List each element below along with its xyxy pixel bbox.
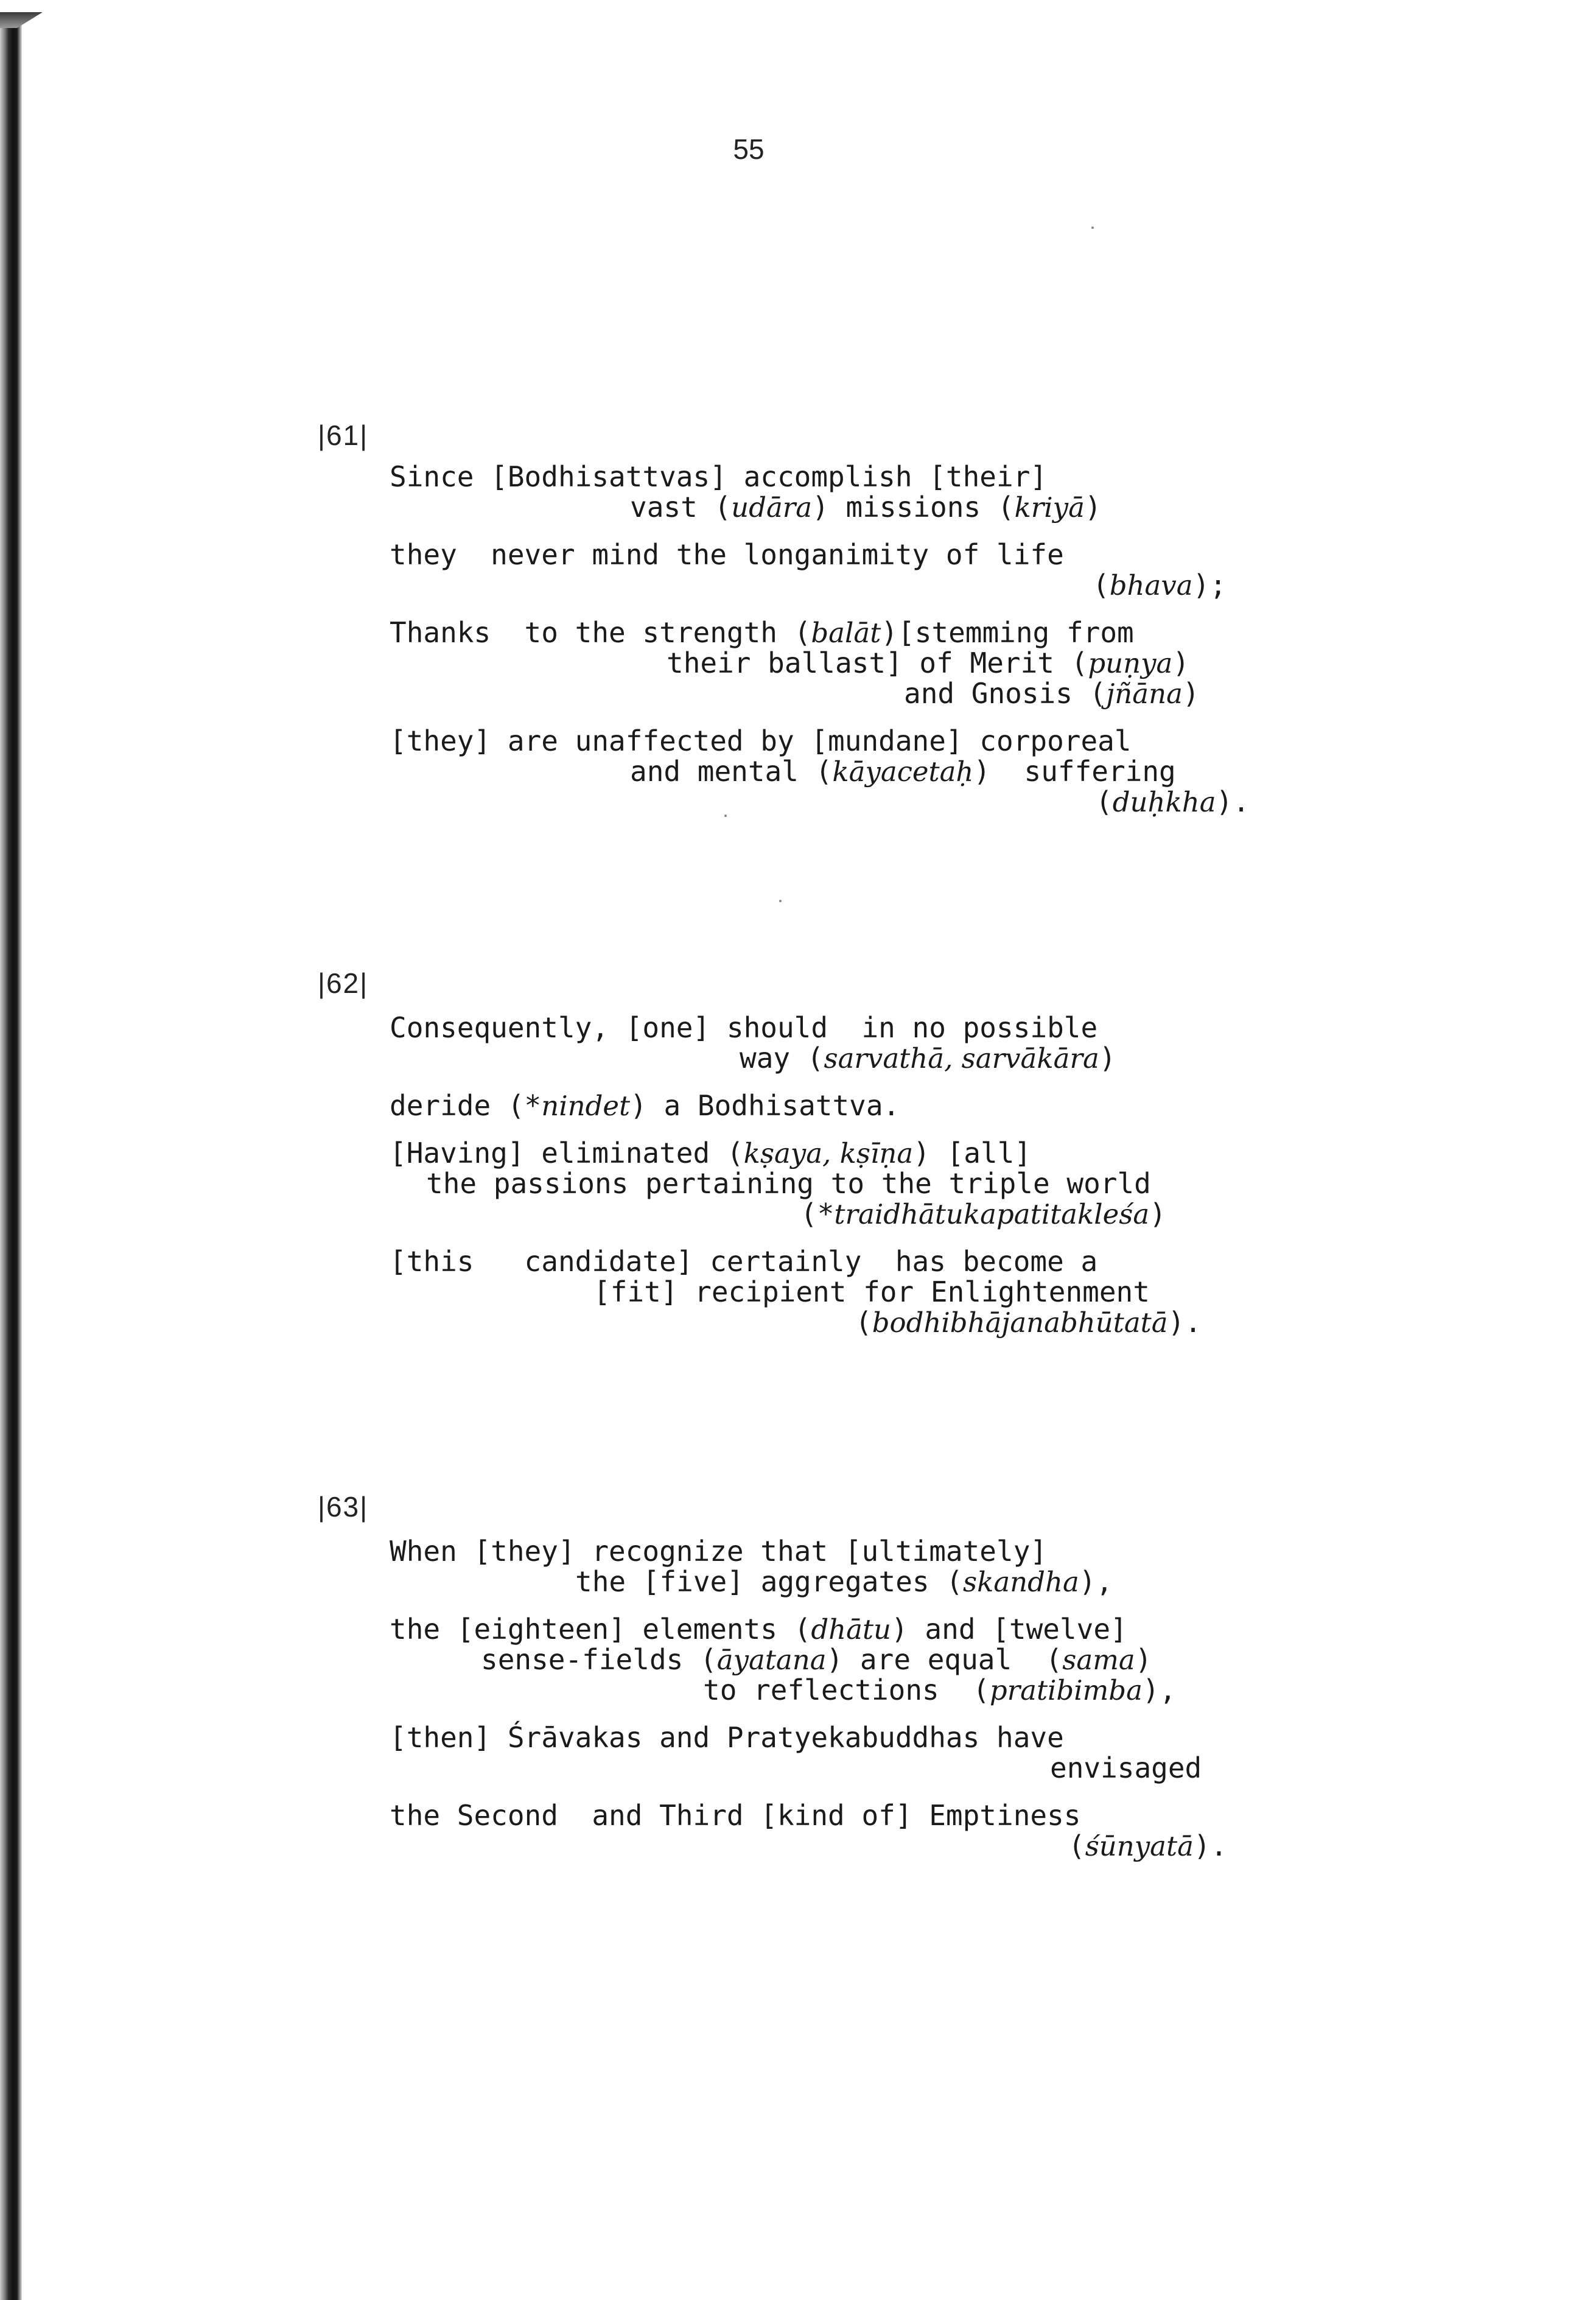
verse-line: Since [Bodhisattvas] accomplish [their] bbox=[390, 460, 1048, 493]
verse-line: [then] Śrāvakas and Pratyekabuddhas have bbox=[390, 1721, 1064, 1754]
verse-line: the [five] aggregates (skandha), bbox=[575, 1565, 1113, 1598]
verse-line: (duḥkha). bbox=[1096, 785, 1250, 818]
verse-line: way (sarvathā, sarvākāra) bbox=[740, 1042, 1116, 1075]
verse-line: they never mind the longanimity of life bbox=[390, 538, 1064, 571]
verse-number: |62| bbox=[318, 967, 369, 999]
verse-line: the passions pertaining to the triple world bbox=[426, 1167, 1151, 1200]
verse-line: vast (udāra) missions (kriyā) bbox=[630, 491, 1102, 524]
speck bbox=[1091, 226, 1094, 229]
verse-line: Thanks to the strength (balāt)[stemming from bbox=[390, 616, 1134, 649]
verse-number: |61| bbox=[318, 419, 369, 451]
verse-line: the Second and Third [kind of] Emptiness bbox=[390, 1799, 1081, 1832]
verse-line: deride (*nindet) a Bodhisattva. bbox=[390, 1089, 900, 1122]
verse-line: (*traidhātukapatitakleśa) bbox=[800, 1197, 1166, 1230]
verse-line: Consequently, [one] should in no possible bbox=[390, 1011, 1098, 1044]
verse-line: When [they] recognize that [ultimately] bbox=[390, 1535, 1048, 1568]
verse-line: (śūnyatā). bbox=[1068, 1829, 1228, 1862]
page-number: 55 bbox=[733, 133, 765, 165]
verse-line: to reflections (pratibimba), bbox=[703, 1674, 1177, 1706]
verse-line: [fit] recipient for Enlightenment bbox=[593, 1275, 1150, 1308]
verse-line: [this candidate] certainly has become a bbox=[390, 1245, 1098, 1278]
speck bbox=[724, 815, 727, 817]
binding-edge bbox=[0, 18, 22, 2300]
verse-line: and mental (kāyacetaḥ) suffering bbox=[630, 755, 1176, 788]
verse-line: and Gnosis (jñāna) bbox=[904, 677, 1200, 710]
verse-line: [they] are unaffected by [mundane] corporeal bbox=[390, 724, 1132, 757]
speck bbox=[779, 900, 782, 902]
verse-number: |63| bbox=[318, 1491, 369, 1523]
verse-line: [Having] eliminated (kṣaya, kṣīṇa) [all] bbox=[390, 1137, 1032, 1169]
verse-line: the [eighteen] elements (dhātu) and [twelve] bbox=[390, 1613, 1127, 1646]
verse-line: (bodhibhājanabhūtatā). bbox=[855, 1306, 1202, 1339]
verse-line: their ballast] of Merit (puṇya) bbox=[667, 647, 1190, 679]
verse-line: sense-fields (āyatana) are equal (sama) bbox=[481, 1643, 1152, 1676]
verse-line: envisaged bbox=[1050, 1751, 1202, 1784]
verse-line: (bhava); bbox=[1093, 569, 1227, 601]
